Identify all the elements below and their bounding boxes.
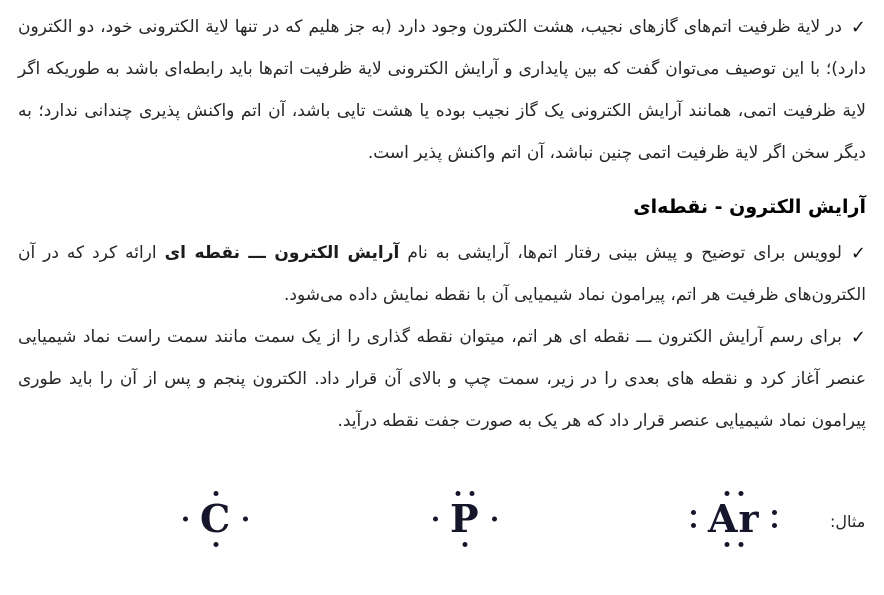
lewis-examples-row [18, 468, 866, 588]
paragraph-lewis-definition [18, 232, 866, 316]
element-symbol-c: C [200, 496, 232, 541]
electron-dots-left [433, 517, 438, 522]
electron-dots-left [691, 510, 696, 528]
paragraph-noble-gases-text: در لایة ظرفیت اتم‌های گازهای نجیب، هشت الکترون وجود دارد (به جز هلیم که در تنها لایة الکترونی خود، دو الکترون دارد)؛ با این توصیف می‌توان گفت که بین پایداری و آرایش الکترونی لایة ظرفیت اتم‌ها باید رابطه‌ای باشد به طوریکه اگر لایة ظرفیت اتمی، همانند آرایش الکترونی یک گاز نجیب بوده یا هشت تایی باشد، آن اتم واکنش پذیری چندانی ندارد؛ به دیگر سخن اگر لایة ظرفیت اتمی چنین نباشد، آن اتم واکنش پذیر است. [18, 17, 866, 163]
lewis-structure-p [450, 496, 480, 541]
electron-dot [433, 517, 438, 522]
electron-dots-right [243, 517, 248, 522]
bold-term-electron-dot: آرایش الکترون ـــ نقطه ای [164, 243, 400, 263]
electron-dots-top [724, 491, 743, 496]
lewis-structure-c [200, 496, 232, 541]
electron-dot [183, 517, 188, 522]
electron-dot [455, 491, 460, 496]
electron-dots-bottom [462, 542, 467, 547]
electron-dot [724, 491, 729, 496]
paragraph-dot-placement-rules-text: برای رسم آرایش الکترون ـــ نقطه ای هر اتم، میتوان نقطه گذاری را از یک سمت مانند سمت راست نماد شیمیایی عنصر آغاز کرد و نقطه های بعدی را در زیر، سمت چپ و بالای آن قرار داد. الکترون پنجم و پس از آن را باید طوری پیرامون نماد شیمیایی عنصر قرار داد که هر یک به صورت جفت نقطه درآید. [18, 327, 866, 431]
checkmark-icon: ✓ [850, 327, 866, 348]
example-label: مثال: [830, 512, 866, 531]
electron-dot [772, 510, 777, 515]
electron-dot [691, 523, 696, 528]
electron-dot [772, 523, 777, 528]
checkmark-icon: ✓ [850, 243, 867, 264]
electron-dot [213, 542, 218, 547]
paragraph-noble-gases [18, 6, 866, 174]
electron-dot [691, 510, 696, 515]
electron-dot [492, 517, 497, 522]
lewis-structure-ar [708, 496, 760, 541]
electron-dots-top [213, 491, 218, 496]
electron-dots-right [492, 517, 497, 522]
electron-dot [738, 542, 743, 547]
electron-dots-left [183, 517, 188, 522]
electron-dots-bottom [213, 542, 218, 547]
electron-dot [469, 491, 474, 496]
paragraph-lewis-definition-post: ارائه کرد که در آن الکترون‌های ظرفیت هر اتم، پیرامون نماد شیمیایی آن با نقطه نمایش داده می‌شود. [18, 243, 866, 305]
electron-dot [724, 542, 729, 547]
electron-dots-bottom [724, 542, 743, 547]
paragraph-lewis-definition-pre: لوویس برای توضیح و پیش بینی رفتار اتم‌ها، آرایشی به نام [399, 243, 842, 263]
section-heading: آرایش الکترون - نقطه‌ای [633, 196, 866, 218]
electron-dot [243, 517, 248, 522]
checkmark-icon: ✓ [850, 17, 866, 38]
electron-dots-top [455, 491, 474, 496]
element-symbol-ar: Ar [708, 496, 760, 541]
element-symbol-p: P [450, 496, 480, 541]
paragraph-dot-placement-rules [18, 316, 866, 442]
electron-dots-right [772, 510, 777, 528]
electron-dot [462, 542, 467, 547]
electron-dot [213, 491, 218, 496]
electron-dot [738, 491, 743, 496]
